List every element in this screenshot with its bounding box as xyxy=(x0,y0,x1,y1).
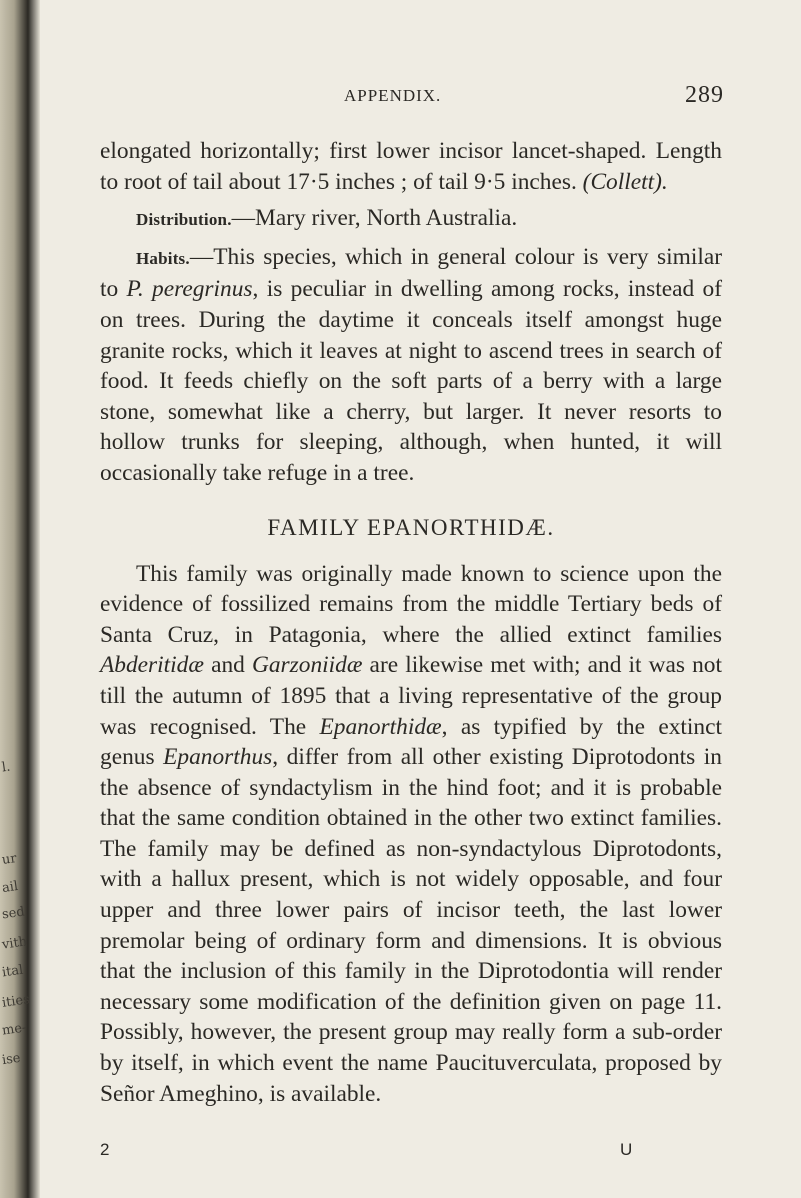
gutter-fragment: ail xyxy=(1,878,20,897)
distribution-label: Distribution. xyxy=(136,210,232,230)
gutter-fragment: l. xyxy=(0,759,12,776)
family-name-abderitidae: Abderitidæ xyxy=(100,652,204,679)
description-text: elongated horizontally; first lower incisor lancet-shaped. Length to root of tail about 17·5 inches ; of tail 9·5 inches. xyxy=(100,138,722,195)
running-head-title: APPENDIX. xyxy=(344,86,442,105)
family-text-5: , differ from all other existing Diprotodonts in the absence of syndactylism in the hind foot; and it is probable that the same condition obtained in the other two extinct families. The family may be defined as non-syndactylous Diprotodonts, with a hallux present, which is not widely opposable, and four upper and three lower pairs of incisor teeth, the last lower premolar being of ordinary form and dimensions. It is obvious that the inclusion of this family in the Diprotodontia will render necessary some modification of the definition given on page 11. Possibly, however, the present group may really form a sub-order by itself, in which event the name Paucituverculata, proposed by Señor Ameghino, is available. xyxy=(100,744,722,1107)
habits-paragraph xyxy=(100,242,722,489)
family-name-garzoniidae: Garzoniidæ xyxy=(251,652,363,679)
family-text-1: This family was originally made known to science upon the evidence of fossilized remains from the middle Tertiary beds of Santa Cruz, in Patagonia, where the allied extinct families xyxy=(100,560,722,648)
signature-mark: 2 xyxy=(100,1140,110,1159)
family-text-2: and xyxy=(203,652,252,679)
family-text-4: , as typified by the extinct genus xyxy=(100,713,722,771)
gutter-fragment: ise xyxy=(1,1050,22,1069)
habits-text-2: , is peculiar in dwelling among rocks, instead of on trees. During the daytime it conceals itself amongst huge granite rocks, which it leaves at night to ascend trees in search of food. It feeds chiefly on the soft parts of a berry with a large stone, somewhat like a cherry, but larger. It never resorts to hollow trunks for sleeping, although, when hunted, it will occasionally take refuge in a tree. xyxy=(100,276,722,486)
family-name-epanorthidae: Epanorthidæ xyxy=(319,713,442,740)
gutter-fragment: vith xyxy=(1,934,29,953)
distribution-text: —Mary river, North Australia. xyxy=(231,205,518,232)
family-heading: FAMILY EPANORTHIDÆ. xyxy=(267,514,555,540)
gutter-fragment: ital xyxy=(1,962,25,981)
binding-gutter xyxy=(0,0,40,1198)
family-paragraph xyxy=(100,559,722,1110)
page-body xyxy=(100,136,722,1109)
habits-text-1: —This species, which in general colour is very similar to xyxy=(100,243,722,303)
page-number: 289 xyxy=(685,82,724,108)
author-credit: (Collett). xyxy=(582,168,668,195)
family-text-3: are likewise met with; and it was not till the autumn of 1895 that a living representative of the group was recognised. The xyxy=(100,652,723,740)
habits-label: Habits. xyxy=(136,248,190,268)
gutter-fragment: me- xyxy=(1,1020,28,1039)
distribution-paragraph xyxy=(100,203,722,236)
gutter-fragment: ities xyxy=(1,992,31,1011)
gutter-fragment: ur xyxy=(1,851,18,868)
description-paragraph xyxy=(100,136,722,197)
species-name: P. peregrinus xyxy=(126,276,253,303)
gutter-fragment: sed xyxy=(1,904,26,923)
genus-name-epanorthus: Epanorthus xyxy=(163,744,273,771)
gathering-mark: U xyxy=(620,1140,633,1159)
